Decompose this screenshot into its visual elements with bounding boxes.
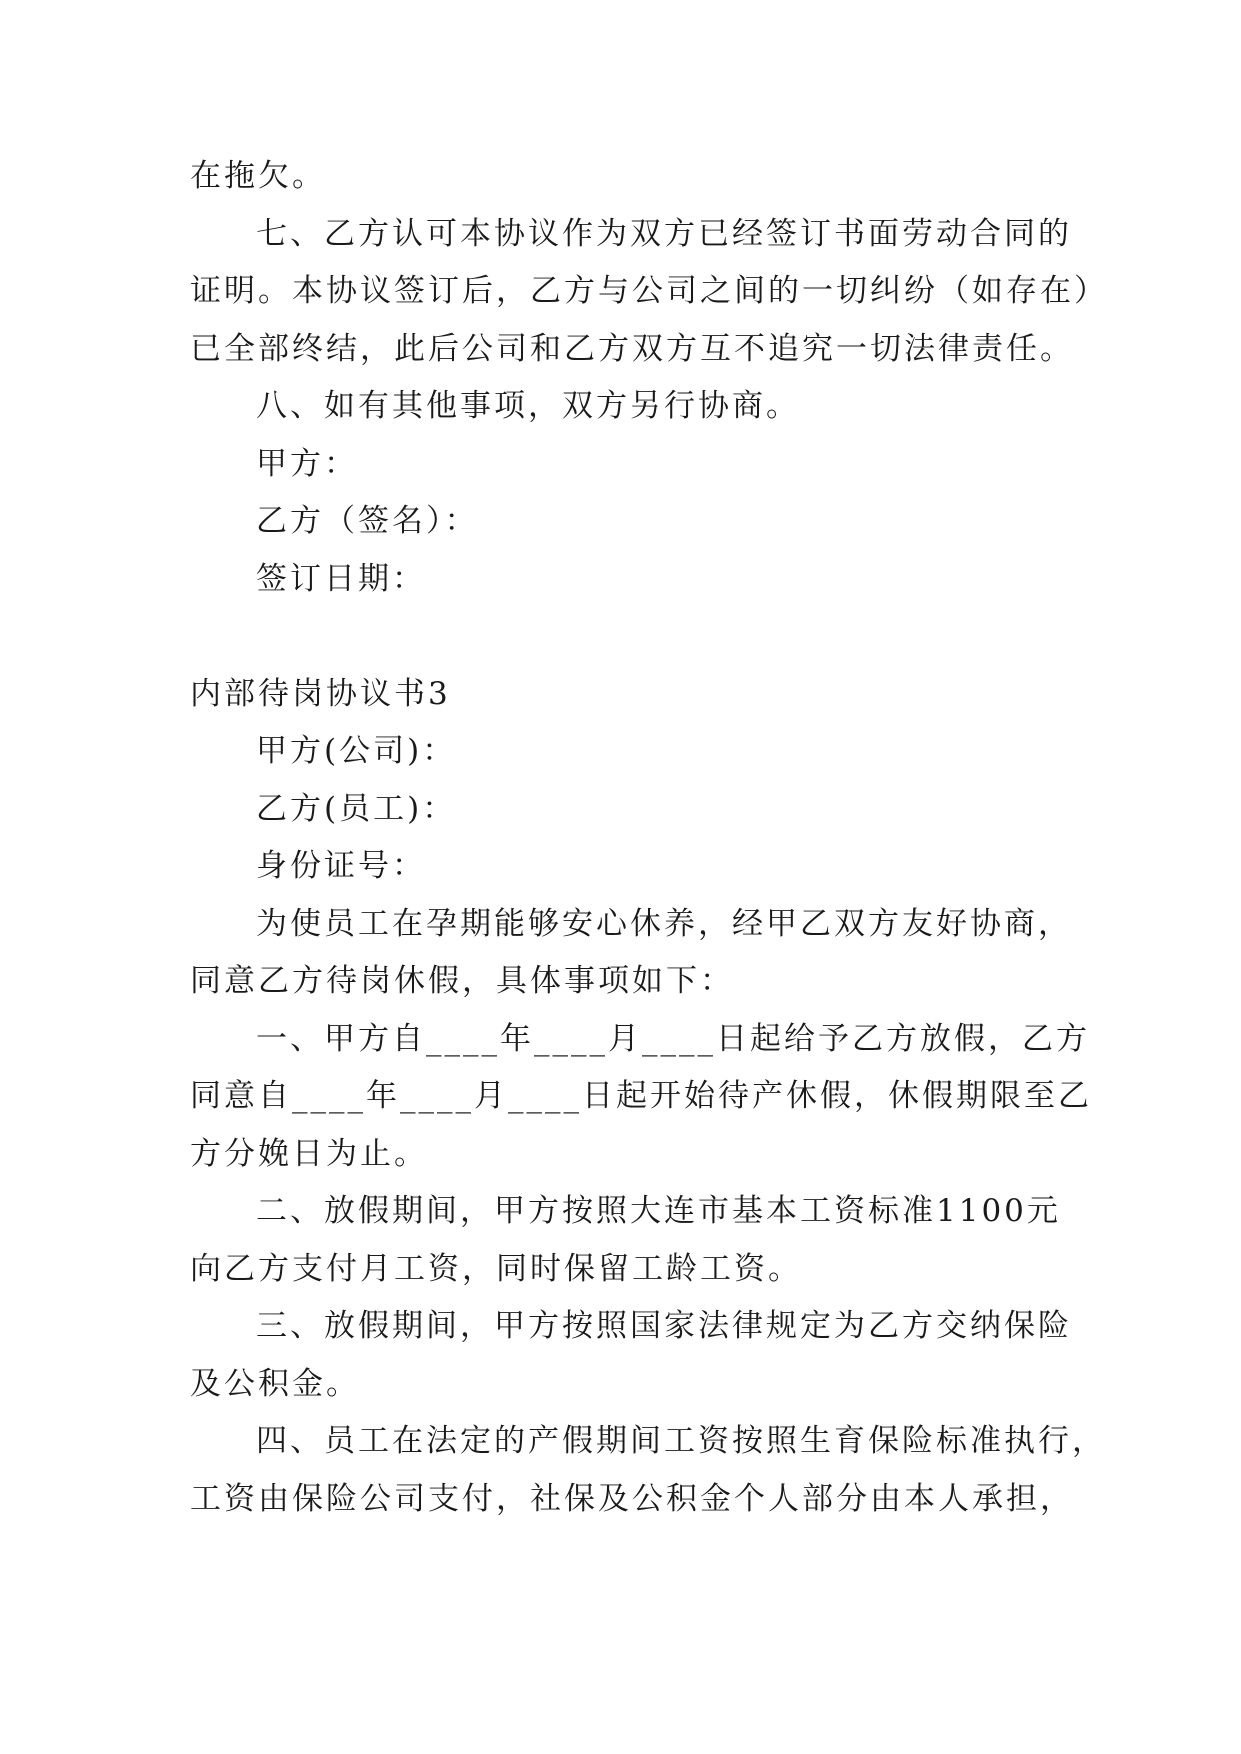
clause-two: 二、放假期间，甲方按照大连市基本工资标准1100元 [256,1193,1061,1229]
clause-eight: 八、如有其他事项，双方另行协商。 [256,388,800,424]
paragraph-line: 证明。本协议签订后，乙方与公司之间的一切纠纷（如存在） [190,273,1108,309]
section-title: 内部待岗协议书3 [190,675,451,712]
preamble-paragraph: 为使员工在孕期能够安心休养，经甲乙双方友好协商， [256,905,1072,942]
paragraph-line: 在拖欠。 [190,158,326,194]
document-page [190,148,1108,1528]
paragraph-line: 向乙方支付月工资，同时保留工龄工资。 [190,1250,802,1287]
clause-seven: 七、乙方认可本协议作为双方已经签订书面劳动合同的 [256,215,1072,252]
party-a-signature-label: 甲方： [256,445,358,482]
clause-four: 四、员工在法定的产假期间工资按照生育保险标准执行， [256,1423,1106,1459]
paragraph-line: 同意自____年____月____日起开始待产休假，休假期限至乙 [190,1078,1092,1114]
paragraph-line: 同意乙方待岗休假，具体事项如下： [190,963,734,999]
clause-three: 三、放假期间，甲方按照国家法律规定为乙方交纳保险 [256,1308,1072,1344]
signing-date-label: 签订日期： [256,560,426,597]
paragraph-line: 及公积金。 [190,1365,360,1402]
clause-one: 一、甲方自____年____月____日起给予乙方放假，乙方 [256,1020,1090,1057]
party-b-employee-label: 乙方(员工)： [256,790,457,827]
paragraph-line: 方分娩日为止。 [190,1135,428,1172]
paragraph-line: 工资由保险公司支付，社保及公积金个人部分由本人承担， [190,1480,1074,1517]
party-b-signature-label: 乙方（签名）： [256,503,479,539]
paragraph-line: 已全部终结，此后公司和乙方双方互不追究一切法律责任。 [190,330,1074,367]
id-number-label: 身份证号： [256,848,426,884]
party-a-company-label: 甲方(公司)： [256,733,457,769]
section-spacer [190,608,1050,666]
